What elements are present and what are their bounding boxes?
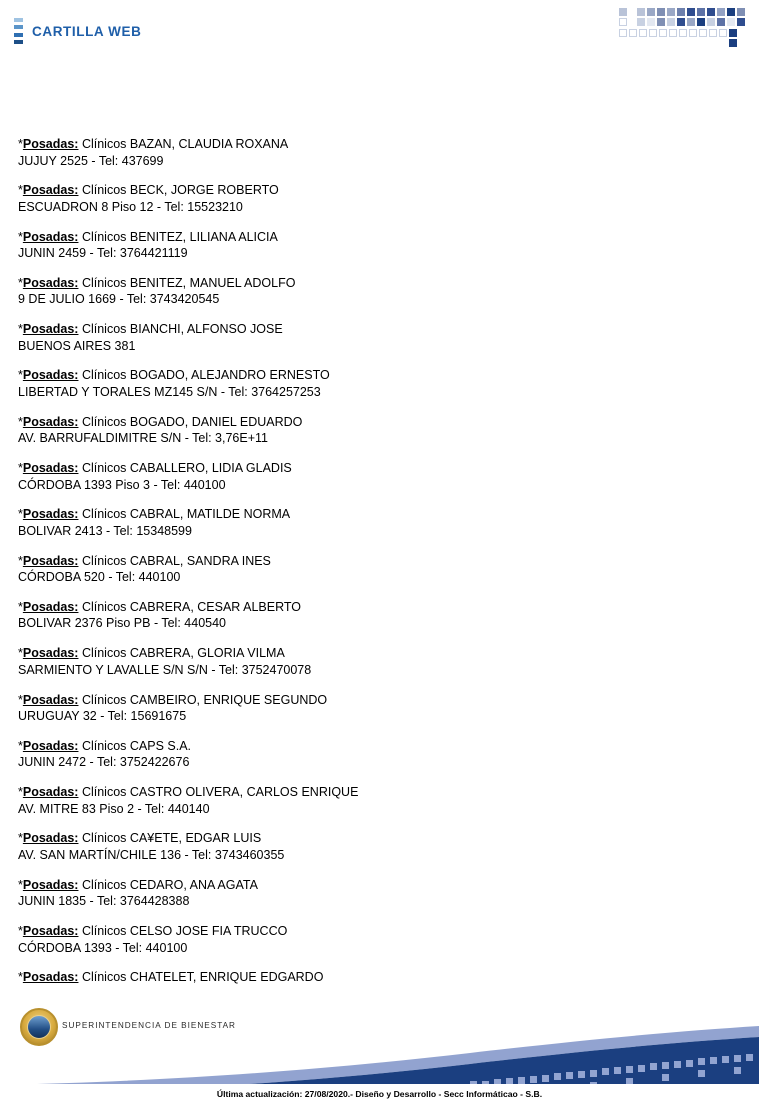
provider-address: CÓRDOBA 520 - Tel: 440100 (18, 570, 181, 585)
city-label: Posadas: (22, 877, 79, 892)
provider-name: Clínicos CA¥ETE, EDGAR LUIS (81, 831, 262, 846)
provider-address: BUENOS AIRES 381 (18, 338, 136, 353)
page-footer (0, 1000, 759, 1101)
provider-name: Clínicos CASTRO OLIVERA, CARLOS ENRIQUE (81, 785, 359, 800)
city-label: Posadas: (22, 183, 79, 198)
provider-name: Clínicos BENITEZ, LILIANA ALICIA (81, 229, 278, 244)
list-item (18, 275, 718, 308)
provider-name: Clínicos CABRAL, SANDRA INES (81, 553, 271, 568)
asterisk-marker: * (18, 785, 23, 800)
asterisk-marker: * (18, 831, 23, 846)
provider-address: LIBERTAD Y TORALES MZ145 S/N - Tel: 3764257253 (18, 384, 321, 399)
entry-title-line (18, 506, 718, 523)
city-label: Posadas: (22, 137, 79, 151)
entry-title-line (18, 784, 718, 801)
asterisk-marker: * (18, 322, 23, 337)
city-label: Posadas: (22, 507, 79, 522)
brand (14, 18, 141, 44)
provider-address: JUJUY 2525 - Tel: 437699 (18, 153, 164, 168)
provider-name: Clínicos CELSO JOSE FIA TRUCCO (81, 924, 288, 939)
provider-name: Clínicos BOGADO, DANIEL EDUARDO (81, 414, 303, 429)
asterisk-marker: * (18, 646, 23, 661)
provider-name: Clínicos CABRERA, GLORIA VILMA (81, 646, 285, 661)
city-label: Posadas: (22, 368, 79, 383)
city-label: Posadas: (22, 461, 79, 476)
provider-address: BOLIVAR 2376 Piso PB - Tel: 440540 (18, 616, 226, 631)
institutional-seal-icon (20, 1008, 58, 1046)
provider-address: ESCUADRON 8 Piso 12 - Tel: 15523210 (18, 199, 243, 214)
list-item (18, 969, 718, 986)
list-item (18, 830, 718, 863)
provider-name: Clínicos BOGADO, ALEJANDRO ERNESTO (81, 368, 330, 383)
city-label: Posadas: (22, 924, 79, 939)
asterisk-marker: * (18, 414, 23, 429)
asterisk-marker: * (18, 692, 23, 707)
city-label: Posadas: (22, 414, 79, 429)
footer-update-bar (0, 1084, 759, 1101)
entry-title-line (18, 414, 718, 431)
city-label: Posadas: (22, 738, 79, 753)
asterisk-marker: * (18, 924, 23, 939)
asterisk-marker: * (18, 183, 23, 198)
asterisk-marker: * (18, 229, 23, 244)
list-item (18, 877, 718, 910)
entry-title-line (18, 692, 718, 709)
entry-title-line (18, 321, 718, 338)
list-item (18, 645, 718, 678)
entry-title-line (18, 738, 718, 755)
page-title: CARTILLA WEB (32, 23, 142, 39)
asterisk-marker: * (18, 599, 23, 614)
asterisk-marker: * (18, 461, 23, 476)
provider-address: SARMIENTO Y LAVALLE S/N S/N - Tel: 3752470078 (18, 662, 312, 677)
entry-title-line (18, 969, 718, 986)
stacked-bars-icon (14, 18, 23, 44)
asterisk-marker: * (18, 275, 23, 290)
provider-name: Clínicos BAZAN, CLAUDIA ROXANA (81, 137, 289, 151)
provider-name: Clínicos CABALLERO, LIDIA GLADIS (81, 461, 292, 476)
provider-name: Clínicos CEDARO, ANA AGATA (81, 877, 258, 892)
provider-address: JUNIN 1835 - Tel: 3764428388 (18, 894, 190, 909)
entry-title-line (18, 367, 718, 384)
provider-listing (18, 136, 718, 999)
asterisk-marker: * (18, 877, 23, 892)
entry-title-line (18, 275, 718, 292)
list-item (18, 460, 718, 493)
city-label: Posadas: (22, 646, 79, 661)
list-item (18, 182, 718, 215)
provider-name: Clínicos BENITEZ, MANUEL ADOLFO (81, 275, 296, 290)
city-label: Posadas: (22, 692, 79, 707)
provider-address: AV. SAN MARTÍN/CHILE 136 - Tel: 3743460355 (18, 847, 285, 862)
list-item (18, 784, 718, 817)
city-label: Posadas: (22, 229, 79, 244)
entry-title-line (18, 599, 718, 616)
provider-address: CÓRDOBA 1393 Piso 3 - Tel: 440100 (18, 477, 226, 492)
city-label: Posadas: (22, 553, 79, 568)
provider-address: BOLIVAR 2413 - Tel: 15348599 (18, 523, 192, 538)
list-item (18, 553, 718, 586)
list-item (18, 738, 718, 771)
asterisk-marker: * (18, 970, 23, 985)
seal-label: SUPERINTENDENCIA DE BIENESTAR (62, 1021, 236, 1030)
list-item (18, 136, 718, 169)
asterisk-marker: * (18, 368, 23, 383)
asterisk-marker: * (18, 507, 23, 522)
provider-name: Clínicos CABRERA, CESAR ALBERTO (81, 599, 302, 614)
provider-address: JUNIN 2459 - Tel: 3764421119 (18, 246, 188, 261)
city-label: Posadas: (22, 785, 79, 800)
provider-name: Clínicos BECK, JORGE ROBERTO (81, 183, 279, 198)
provider-name: Clínicos CAMBEIRO, ENRIQUE SEGUNDO (81, 692, 328, 707)
provider-address: CÓRDOBA 1393 - Tel: 440100 (18, 940, 188, 955)
provider-address: AV. BARRUFALDIMITRE S/N - Tel: 3,76E+11 (18, 431, 268, 446)
provider-name: Clínicos BIANCHI, ALFONSO JOSE (81, 322, 283, 337)
entry-title-line (18, 182, 718, 199)
city-label: Posadas: (22, 599, 79, 614)
list-item (18, 692, 718, 725)
city-label: Posadas: (22, 275, 79, 290)
provider-address: JUNIN 2472 - Tel: 3752422676 (18, 755, 190, 770)
list-item (18, 599, 718, 632)
provider-name: Clínicos CABRAL, MATILDE NORMA (81, 507, 291, 522)
list-item (18, 923, 718, 956)
list-item (18, 367, 718, 400)
entry-title-line (18, 923, 718, 940)
list-item (18, 229, 718, 262)
pixel-mosaic-decoration (619, 8, 751, 48)
entry-title-line (18, 830, 718, 847)
list-item (18, 321, 718, 354)
city-label: Posadas: (22, 322, 79, 337)
asterisk-marker: * (18, 137, 23, 151)
entry-title-line (18, 645, 718, 662)
entry-title-line (18, 877, 718, 894)
provider-name: Clínicos CAPS S.A. (81, 738, 192, 753)
city-label: Posadas: (22, 831, 79, 846)
provider-name: Clínicos CHATELET, ENRIQUE EDGARDO (81, 970, 324, 985)
provider-address: 9 DE JULIO 1669 - Tel: 3743420545 (18, 292, 220, 307)
city-label: Posadas: (22, 970, 79, 985)
entry-title-line (18, 460, 718, 477)
provider-address: URUGUAY 32 - Tel: 15691675 (18, 709, 187, 724)
asterisk-marker: * (18, 738, 23, 753)
list-item (18, 414, 718, 447)
entry-title-line (18, 136, 718, 153)
entry-title-line (18, 553, 718, 570)
list-item (18, 506, 718, 539)
page-header (0, 0, 759, 62)
entry-title-line (18, 229, 718, 246)
last-update-text: Última actualización: 27/08/2020.- Diseño y Desarrollo - Secc Informáticao - S.B. (216, 1089, 543, 1099)
asterisk-marker: * (18, 553, 23, 568)
provider-address: AV. MITRE 83 Piso 2 - Tel: 440140 (18, 801, 210, 816)
